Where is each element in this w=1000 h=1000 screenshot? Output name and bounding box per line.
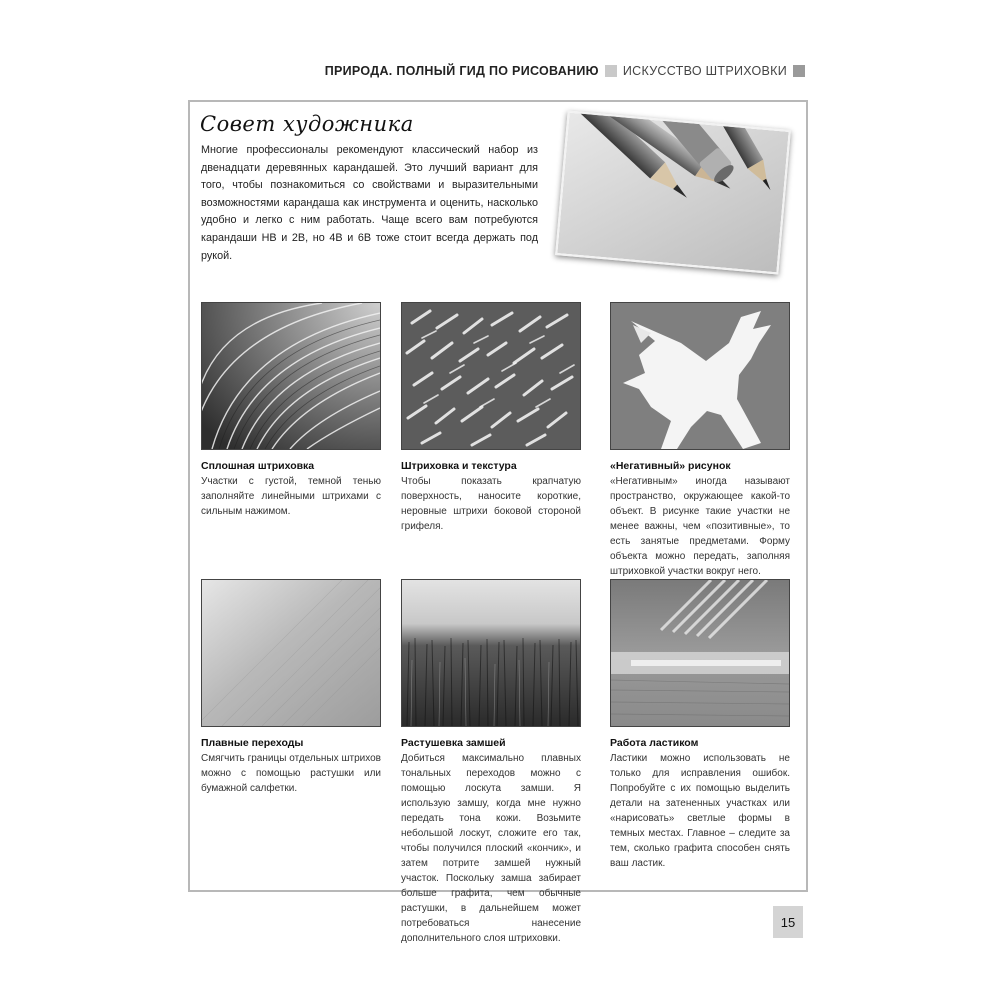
eraser-work-image <box>610 579 790 727</box>
smooth-transitions-image <box>201 579 381 727</box>
example-title: Растушевка замшей <box>401 737 506 749</box>
example-title: Штриховка и текстура <box>401 460 517 472</box>
example-text: Смягчить границы отдельных штрихов можно с помощью растушки или бумажной салфетки. <box>201 753 381 794</box>
header-square-marker-end <box>793 65 805 77</box>
book-title: ПРИРОДА. ПОЛНЫЙ ГИД ПО РИСОВАНИЮ <box>324 64 599 78</box>
tip-text: Многие профессионалы рекомендуют классический набор из двенадцати деревянных карандашей. Это лучший вариант для того, чтобы познакомиться со свойствами и выразительными возможностями карандаша как инструмента и оценить, насколько удобно и легко с ним работать. Чаще всего вам потребуются карандаши HB и 2B, но 4B и 6B тоже стоит всегда держать под рукой. <box>201 144 538 262</box>
running-header <box>200 60 805 82</box>
example-negative-drawing <box>610 302 790 579</box>
tip-title: Совет художника <box>200 112 414 136</box>
example-chamois-blending <box>401 579 581 946</box>
chamois-blending-image <box>401 579 581 727</box>
example-text: Чтобы показать крапчатую поверхность, наносите короткие, неровные штрихи боковой стороной грифеля. <box>401 476 581 532</box>
page-number: 15 <box>773 906 803 938</box>
example-title: Плавные переходы <box>201 737 304 749</box>
example-hatching-texture <box>401 302 581 534</box>
pencils-photo <box>555 111 791 275</box>
example-text: Участки с густой, темной тенью заполняйте линейными штрихами с сильным нажимом. <box>201 476 381 517</box>
example-solid-hatching <box>201 302 381 519</box>
example-title: «Негативный» рисунок <box>610 460 731 472</box>
negative-drawing-image <box>610 302 790 450</box>
example-text: Добиться максимально плавных тональных переходов можно с помощью лоскута замши. Я использую замшу, когда мне нужно передать тона кожи. Возьмите небольшой лоскут, сложите его так, чтобы получился плоский «кончик», и затем потрите замшей нужный участок. Поскольку замша забирает больше графита, чем обычные растушки, в дальнейшем может потребоваться нанесение дополнительного слоя штриховки. <box>401 753 581 944</box>
solid-hatching-image <box>201 302 381 450</box>
example-text: «Негативным» иногда называют пространство, окружающее какой-то объект. В рисунке такие участки не менее важны, чем «позитивные», то есть занятые предметами. Форму объекта можно передать, заполняя штриховкой участки вокруг него. <box>610 476 790 577</box>
hatching-texture-image <box>401 302 581 450</box>
header-square-marker <box>605 65 617 77</box>
example-text: Ластики можно использовать не только для исправления ошибок. Попробуйте с их помощью выделить детали на затененных участках или «нарисовать» светлые формы в темных местах. Главное – следите за тем, сколько графита способен снять ваш ластик. <box>610 753 790 869</box>
example-title: Работа ластиком <box>610 737 699 749</box>
example-smooth-transitions <box>201 579 381 796</box>
example-eraser-work <box>610 579 790 871</box>
example-title: Сплошная штриховка <box>201 460 315 472</box>
section-title: ИСКУССТВО ШТРИХОВКИ <box>622 64 787 78</box>
